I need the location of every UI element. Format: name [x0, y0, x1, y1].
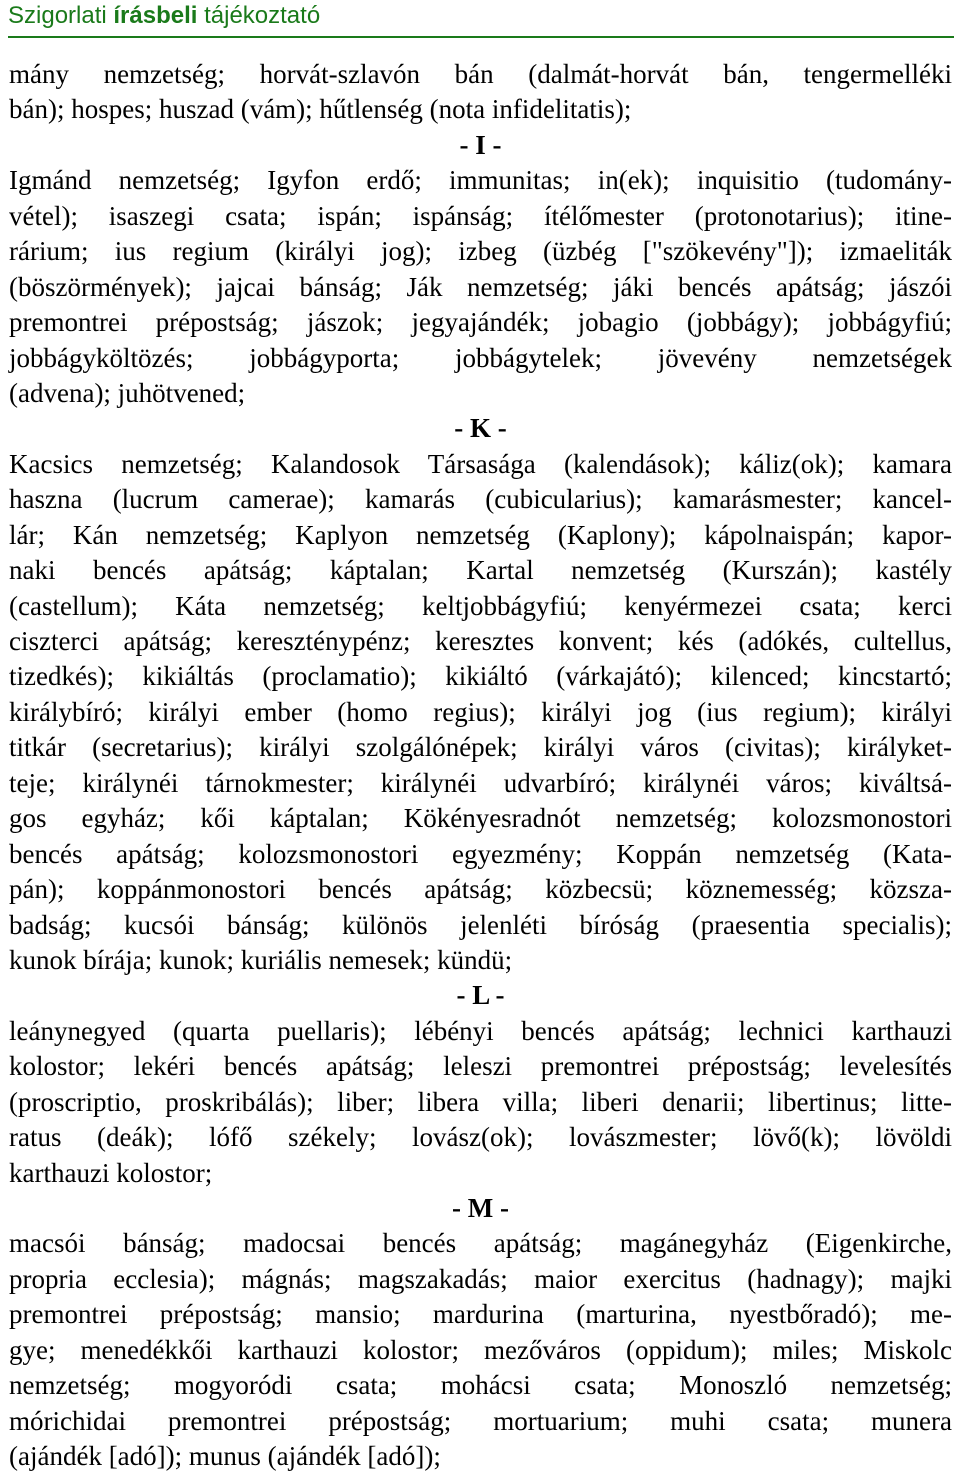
glossary-line: (castellum); Káta nemzetség; keltjobbágyfiú; kenyérmezei csata; kerci — [9, 590, 952, 621]
glossary-line: (böszörmények); jajcai bánság; Ják nemzetség; jáki bencés apátság; jászói — [9, 271, 952, 302]
glossary-line: mány nemzetség; horvát-szlavón bán (dalmát-horvát bán, tengermelléki — [9, 59, 952, 89]
glossary-line: premontrei prépostság; mansio; mardurina (marturina, nyestbőradó); me- — [9, 1299, 952, 1330]
glossary-line: Kacsics nemzetség; Kalandosok Társasága (kalendások); káliz(ok); kamara — [9, 448, 952, 479]
header-title — [8, 2, 320, 30]
section-letter-heading: - K - — [454, 413, 507, 444]
glossary-line: gye; menedékkői karthauzi kolostor; mezőváros (oppidum); miles; Miskolc — [9, 1334, 952, 1365]
glossary-line: (ajándék [adó]); munus (ajándék [adó]); — [9, 1441, 441, 1472]
glossary-line: naki bencés apátság; káptalan; Kartal nemzetség (Kurszán); kastély — [9, 555, 952, 586]
glossary-line: macsói bánság; madocsai bencés apátság; magánegyház (Eigenkirche, — [9, 1228, 952, 1259]
glossary-line: ratus (deák); lófő székely; lovász(ok); lovászmester; lövő(k); lövöldi — [9, 1122, 952, 1153]
glossary-body — [9, 57, 952, 1475]
glossary-line: (advena); juhötvened; — [9, 377, 246, 408]
glossary-line: leánynegyed (quarta puellaris); lébényi bencés apátság; lechnici karthauzi — [9, 1015, 952, 1046]
glossary-paragraph — [9, 57, 952, 128]
glossary-line: (proscriptio, proskribálás); liber; libera villa; liberi denarii; libertinus; litte- — [9, 1086, 952, 1117]
glossary-line: nemzetség; mogyoródi csata; mohácsi csata; Monoszló nemzetség; — [9, 1370, 952, 1401]
glossary-line: kunok bírája; kunok; kuriális nemesek; kündü; — [9, 944, 513, 975]
glossary-line: propria ecclesia); mágnás; magszakadás; maior exercitus (hadnagy); majki — [9, 1263, 952, 1294]
glossary-paragraph — [9, 447, 952, 979]
glossary-paragraph — [9, 163, 952, 411]
glossary-line: premontrei prépostság; jászok; jegyajándék; jobagio (jobbágy); jobbágyfiú; — [9, 307, 952, 338]
glossary-line: tizedkés); kikiáltás (proclamatio); kikiáltó (várkajátó); kilenced; kincstartó; — [9, 661, 952, 692]
glossary-line: titkár (secretarius); királyi szolgálónépek; királyi város (civitas); királyket- — [9, 732, 952, 763]
section-letter-heading: - L - — [456, 980, 505, 1011]
glossary-line: jobbágyköltözés; jobbágyporta; jobbágytelek; jövevény nemzetségek — [9, 342, 952, 373]
glossary-line: pán); koppánmonostori bencés apátság; közbecsü; köznemesség; közsza- — [9, 874, 952, 905]
glossary-line: mórichidai premontrei prépostság; mortuarium; muhi csata; munera — [9, 1405, 952, 1436]
glossary-line: lár; Kán nemzetség; Kaplyon nemzetség (Kaplony); kápolnaispán; kapor- — [9, 519, 952, 550]
header-title-part2: tájékoztató — [197, 2, 321, 29]
glossary-line: kolostor; lekéri bencés apátság; leleszi premontrei prépostság; levelesítés — [9, 1051, 952, 1082]
glossary-line: gos egyház; kői káptalan; Kökényesradnót nemzetség; kolozsmonostori — [9, 803, 952, 834]
glossary-line: Igmánd nemzetség; Igyfon erdő; immunitas; in(ek); inquisitio (tudomány- — [9, 165, 952, 196]
header-title-bold: írásbeli — [113, 2, 198, 29]
header-title-part1: Szigorlati — [8, 2, 114, 29]
glossary-paragraph — [9, 1226, 952, 1474]
glossary-paragraph — [9, 1014, 952, 1191]
glossary-line: karthauzi kolostor; — [9, 1157, 213, 1188]
glossary-line: vétel); isaszegi csata; ispán; ispánság; ítélőmester (protonotarius); itine- — [9, 200, 952, 231]
glossary-line: ciszterci apátság; kereszténypénz; keresztes konvent; kés (adókés, cultellus, — [9, 626, 952, 656]
glossary-line: bán); hospes; huszad (vám); hűtlenség (nota infidelitatis); — [9, 94, 632, 125]
section-letter-heading: - I - — [459, 129, 502, 160]
page-header — [8, 0, 954, 38]
glossary-line: királybíró; királyi ember (homo regius); királyi jog (ius regium); királyi — [9, 696, 952, 727]
glossary-line: teje; királynéi tárnokmester; királynéi udvarbíró; királynéi város; kiváltsá- — [9, 767, 952, 798]
section-letter-heading: - M - — [452, 1193, 509, 1223]
glossary-line: haszna (lucrum camerae); kamarás (cubicularius); kamarásmester; kancel- — [9, 484, 952, 515]
glossary-line: bencés apátság; kolozsmonostori egyezmény; Koppán nemzetség (Kata- — [9, 838, 952, 869]
glossary-line: rárium; ius regium (királyi jog); izbeg (üzbég ["szökevény"]); izmaeliták — [9, 236, 952, 267]
glossary-line: badság; kucsói bánság; különös jelenléti bíróság (praesentia specialis); — [9, 909, 952, 940]
